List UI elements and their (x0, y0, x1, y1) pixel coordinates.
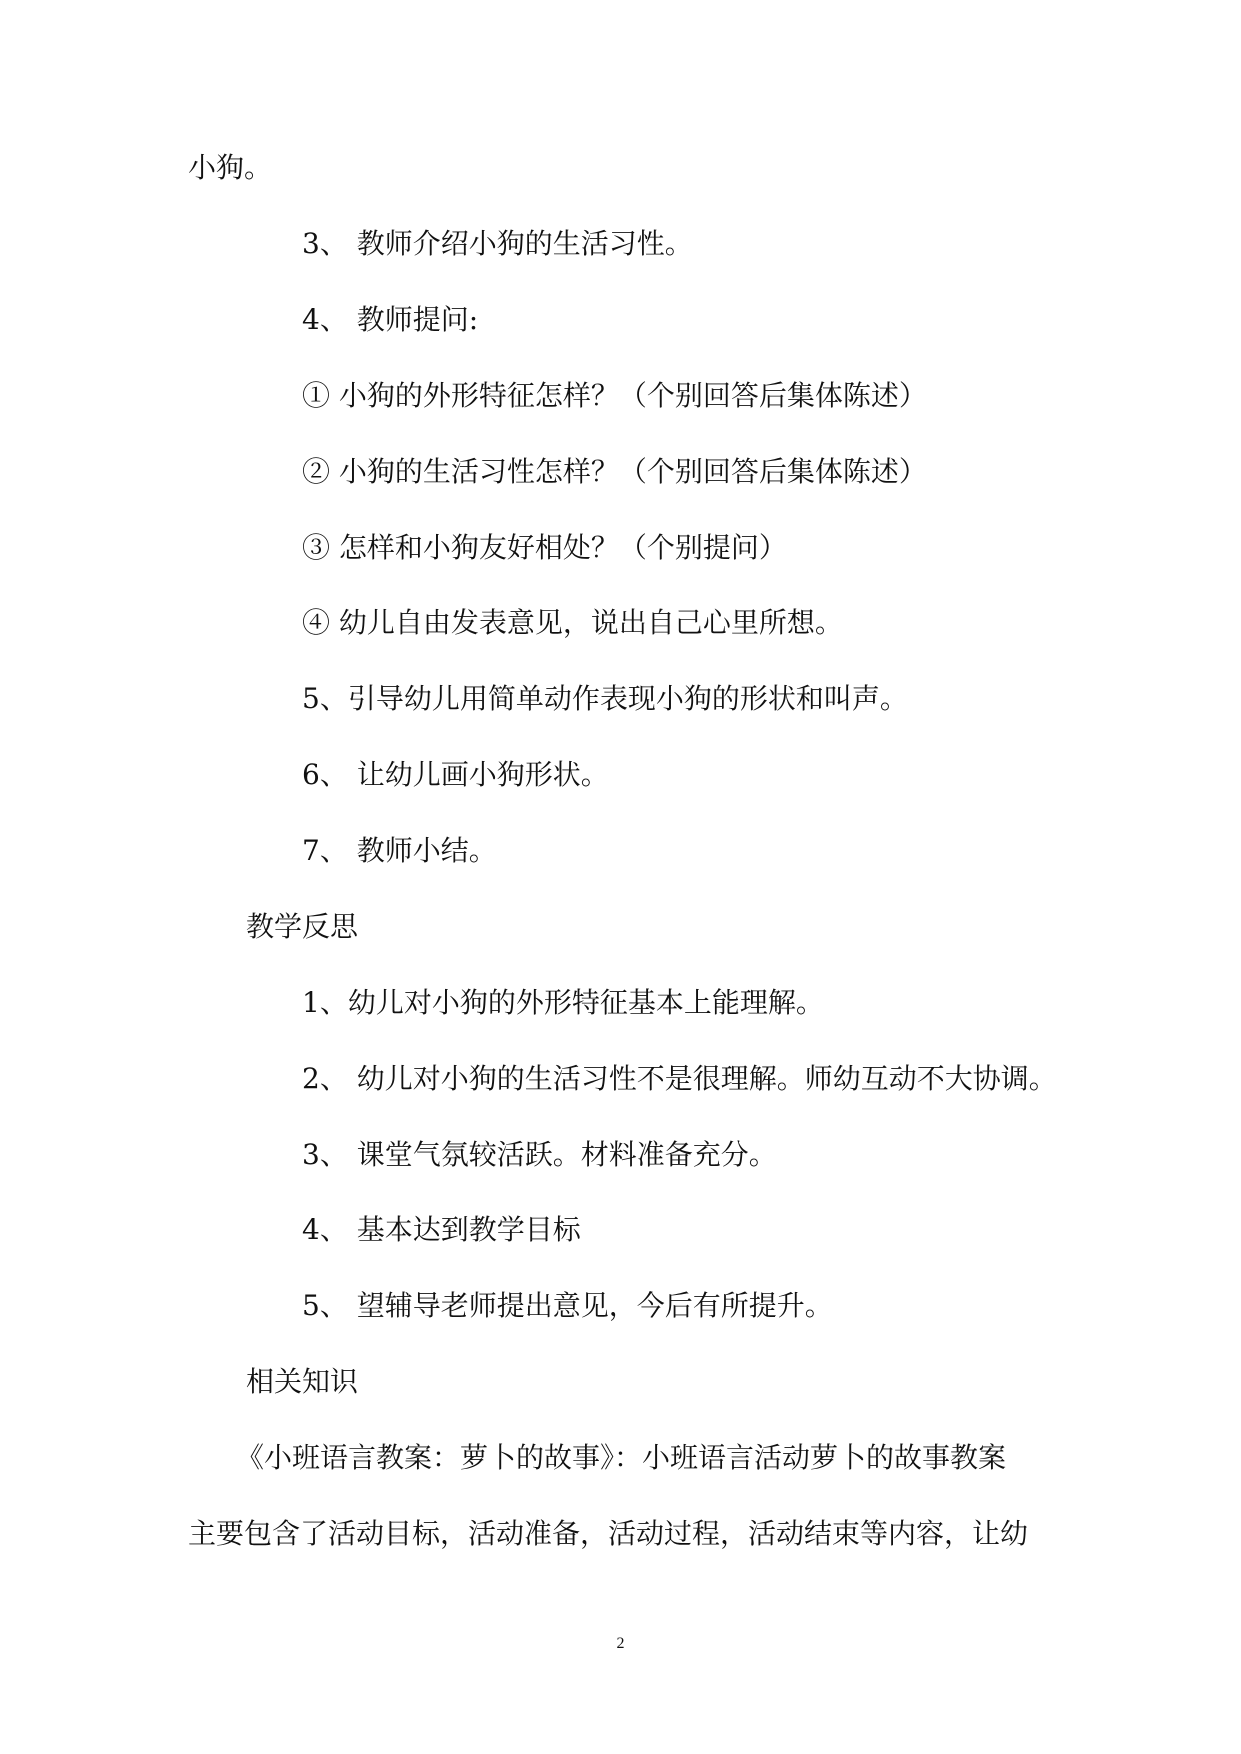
related-paragraph-line-1: 《小班语言教案：萝卜的故事》：小班语言活动萝卜的故事教案 (236, 1441, 1007, 1474)
related-paragraph-line-2: 主要包含了活动目标，活动准备，活动过程，活动结束等内容，让幼 (188, 1517, 1029, 1550)
reflection-1: 1、幼儿对小狗的外形特征基本上能理解。 (302, 986, 824, 1019)
reflection-2: 2、 幼儿对小狗的生活习性不是很理解。师幼互动不大协调。 (302, 1062, 1057, 1095)
question-1: ① 小狗的外形特征怎样？（个别回答后集体陈述） (302, 379, 927, 412)
text-line-continuation: 小狗。 (188, 151, 273, 184)
step-5: 5、引导幼儿用简单动作表现小狗的形状和叫声。 (302, 682, 908, 715)
question-4: ④ 幼儿自由发表意见，说出自己心里所想。 (302, 606, 843, 639)
question-2: ② 小狗的生活习性怎样？（个别回答后集体陈述） (302, 455, 927, 488)
question-3: ③ 怎样和小狗友好相处？（个别提问） (302, 531, 787, 564)
step-7: 7、 教师小结。 (302, 834, 497, 867)
step-3: 3、 教师介绍小狗的生活习性。 (302, 227, 693, 260)
reflection-3: 3、 课堂气氛较活跃。材料准备充分。 (302, 1138, 777, 1171)
page-number: 2 (616, 1635, 625, 1652)
reflection-4: 4、 基本达到教学目标 (302, 1213, 581, 1246)
step-6: 6、 让幼儿画小狗形状。 (302, 758, 609, 791)
section-heading-reflection: 教学反思 (246, 910, 359, 943)
reflection-5: 5、 望辅导老师提出意见，今后有所提升。 (302, 1289, 833, 1322)
step-4: 4、 教师提问: (302, 303, 479, 336)
section-heading-related: 相关知识 (246, 1365, 359, 1398)
